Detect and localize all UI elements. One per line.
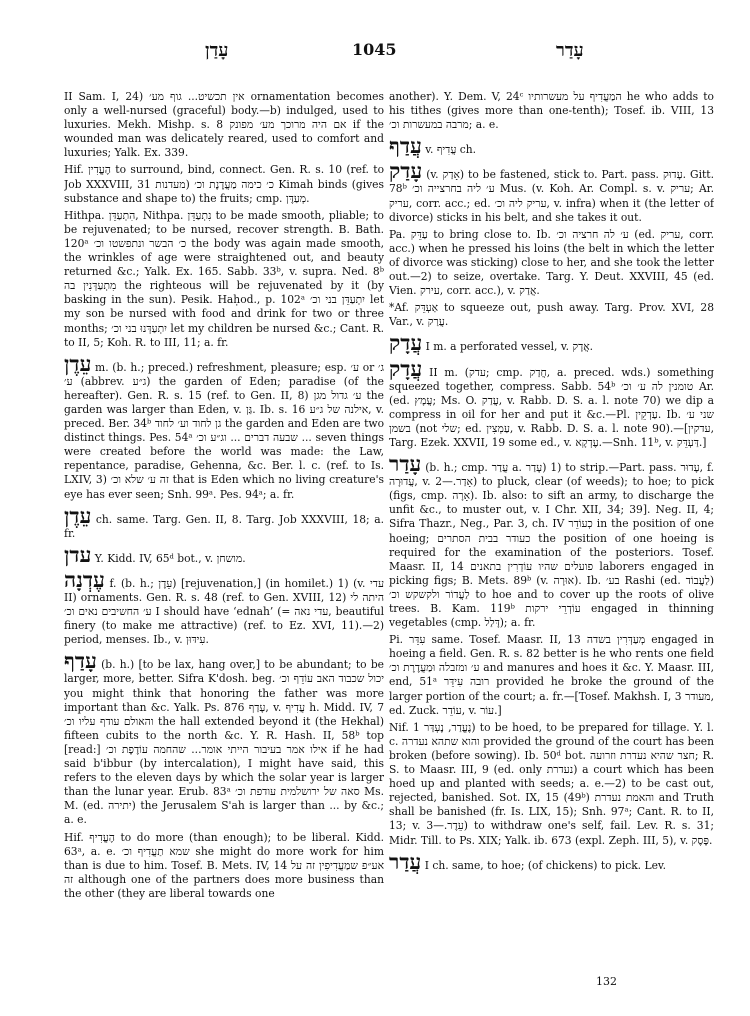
headword: עָדַק xyxy=(389,158,423,184)
dictionary-entry xyxy=(64,502,384,541)
entry-text: (b. h.; cmp. עֲדַר a. עָדַר) 1) to strip.—Part. pass. עָדוּר, f. עֲדוּרָה, v. אָדַר.—2) to pluck, clear (of weeds); to hoe; to pick (figs, cmp. אָרָה). Ib. also: to sift an army, to discharge the unfit &c., to muster out, v. I Chr. XII, 34; 39]. Neg. II, 4; Sifra Thazr., Neg., Par. 3, ch. IV כְעוֹדֵר in the position of one hoeing; כעודר בבית הסתרים the position of one hoeing is required for the examination of the posteriors. Tosef. Maasr. II, 14 פועלים שהיו עוֹדְרִין בתאנים laborers engaged in picking figs; B. Mets. 89ᵇ (v. אוּרָה). Ib. בע׳ Rashi (ed. לַעֲבוֹד) לַעֲדוֹר ולקשקש וכ׳ to hoe and to cover up the roots of olive trees. B. Kam. 119ᵇ עוֹדְרֵי ירקות engaged in thinning vegetables (cmp. דָּלַל); a. fr. xyxy=(389,461,714,630)
entry-text: *Af. אַעְדֵּק to squeeze out, push away. Targ. Prov. XVI, 28 Var., v. עֲרַק. xyxy=(389,301,714,329)
entry-paragraph xyxy=(389,633,714,718)
entry-text: Nif. נֶעֱדַר, נֶעְדַּר 1) to be hoed, to be prepared for tillage. Y. l. c. והוא שתהא נעדרה provided the ground of the court has been broken (before sowing). Ib. 50ᵈ bot. חצר שהיא נעדרת וזרועה; R. S. to Maasr. III, 9 (ed. only נעדרת) a court which has been hoed up and planted with seeds; a. e.—2) to be cast out, rejected, banished. Sot. IX, 15 (49ᵇ) והאמת נעדרת and Truth shall be banished (fr. Is. LIX, 15); Snh. 97ᵃ; Cant. R. to II, 13; v. עֵדֶר.—3) to withdraw one's self, fail. Lev. R. s. 31; Midr. Till. to Ps. XIX; Yalk. ib. 673 (expl. Zeph. III, 5), v. פֶּסֶק. xyxy=(389,720,714,847)
dictionary-entry xyxy=(64,566,384,647)
entry-text: II Sam. I, 24) אין תכשיט... גוף מע׳ ornamentation becomes only a well-nursed (graceful) body.—b) indulged, used to luxuries. Mekh. Mishp. s. 8 אם היה מרוכך מע׳ מפונק if the wounded man was delicately reared, used to comfort and luxuries; Yalk. Ex. 339. xyxy=(64,90,384,160)
entry-paragraph xyxy=(64,163,384,205)
left-column xyxy=(64,90,384,1016)
headword: עֲדָק xyxy=(389,330,423,356)
entry-text: Pi. עִדֵּר same. Tosef. Maasr. II, 13 מְעַדְּרִין בשדה engaged in hoeing a field. Gen. R. s. 82 better is he who rents one field ע׳ ומזבלה וּמַעֲדֶרֶת וכ׳ and manures and hoes it &c. Y. Maasr. III, end, 51ᵃ רובה עִידֵּר provided he broke the ground of the larger portion of the court; a. fr.—[Tosef. Makhsh. I, 3 מעודר, ed. Zuck. עוֹדֵר, v. עוֹר.] xyxy=(389,633,714,717)
entry-paragraph xyxy=(64,209,384,350)
entry-text: Hif. הֶעֱדִיף to do more (than enough); to be liberal. Kidd. 63ᵃ, a. e. שמא תַעֲדִיף וכ׳ she might do more work for him than is due to him. Tosef. B. Mets. IV, 14 אע״פ שמַעֲדִיפִין זה על זה although one of the partners does more business than the other (they are liberal towards one xyxy=(64,830,384,900)
dictionary-entry xyxy=(389,332,714,354)
headword: עֶדְנָה xyxy=(64,566,105,592)
entry-paragraph xyxy=(389,228,714,298)
dictionary-entry xyxy=(389,848,714,874)
page-number: 1045 xyxy=(352,40,397,59)
entry-text: Pa. עַדֵּק to bring close to. Ib. ע׳ לה חרציה וכ׳ (ed. עריק, corr. acc.) when he pressed his loins (the belt in which the letter of divorce was sticking) close to her, and she took the letter out.—2) to seize, overtake. Targ. Y. Deut. XXVIII, 45 (ed. Vien. עירק, corr. acc.), v. אֲדַק. xyxy=(389,227,714,298)
entry-paragraph xyxy=(389,90,714,132)
entry-text: (b. h.) [to be lax, hang over,] to be abundant; to be larger, more, better. Sifra K'dosh. beg. יכול שכבוד האב עוֹדֵף וכ׳ you might think that honoring the father was more important than &c. Yalk. Ps. 876 עָדַף, v. עֲדִיף h. Midd. IV, 7 והאולם עודף עליו וכ׳ the hall extended beyond it (the Hekhal) fifteen cubits to the north &c. Y. R. Hash. II, 58ᵇ top [read:] אילו אמר בעיבור הייתי אומר... שהחמה עוֹדֶפֶת וכ׳ if he had said b'ibbur (by intercalation), I might have said, this refers to the eleven days by which the solar year is larger than the lunar year. Erub. 83ᵃ סאה של ירושלמית עודפת וכ׳ Ms. M. (ed. יתירה) the Jerusalem S'ah is larger than ... by &c.; a. e. xyxy=(64,658,384,827)
entry-text: I ch. same, to hoe; (of chickens) to pick. Lev. xyxy=(421,858,667,872)
dictionary-entry xyxy=(389,453,714,630)
entry-paragraph xyxy=(389,721,714,848)
entry-text: Hithpa. הִתְעַדֵּן, Nithpa. נִתְעַדֵּן to be made smooth, pliable; to be rejuvenated; to be nursed, recover strength. B. Bath. 120ᵃ כ׳ הבשר ונתפשטו וכ׳ the body was again made smooth, the wrinkles of age were straightened out, and beauty returned &c.; Yalk. Ex. 165. Sabb. 33ᵇ, v. supra. Ned. 8ᵇ מִתְעַדְּנִין בה the righteous will be rejuvenated by it (by basking in the sun). Pesik. Haḥod., p. 102ᵃ יִתְעַדֵּן בני וכ׳ let my son be nursed with food and drink for two or three months; יִתְעַדְּנוּ בני וכ׳ let my children be nursed &c.; Cant. R. to II, 5; Koh. R. to III, 11; a. fr. xyxy=(64,208,384,349)
headword: עָדַר xyxy=(389,451,422,477)
entry-text: II m. (עדק; cmp. חֲדַק, a. preced. wds.) something squeezed together, compress. Sabb. 54ᵇ טומנין לה ע׳ וכ׳ Ar. (ed. עֲמָץ; Ms. O. עֲדַק, v. Rabb. D. S. a. l. note 70) we dip a compress in oil for her and put it &c.—Pl. עַדְקֵין. Ib. שני ע׳ בשמן (not שלי; ed. עַמְצִין, v. Rabb. D. S. a. l. note 90).—[עדקין, Targ. Ezek. XXVII, 19 some ed., v. עֶדְקָא.—Snh. 11ᵇ, v. דַּעְדֵּק.] xyxy=(389,365,714,449)
dictionary-entry xyxy=(64,350,384,502)
running-head-left: עָדַן xyxy=(205,40,229,61)
entry-text: ch. same. Targ. Gen. II, 8. Targ. Job XXXVIII, 18; a. fr. xyxy=(64,512,384,540)
dictionary-entry xyxy=(64,650,384,827)
entry-text: Y. Kidd. IV, 65ᵈ bot., v. מושחן. xyxy=(91,551,246,565)
dictionary-entry xyxy=(64,541,384,567)
entry-paragraph xyxy=(64,831,384,901)
headword: עֲדַף xyxy=(389,133,422,159)
headword: עֵדֶן xyxy=(64,350,92,376)
running-head-right: עָדַר xyxy=(556,40,584,61)
entry-paragraph xyxy=(389,301,714,329)
entry-text: Hif. הֶעֱדִין to surround, bind, connect. Gen. R. s. 10 (ref. to Job XXXVIII, 31 מעדנות) כ׳ כימה מַעֲדֶנֶת וכ׳ Kimah binds (gives substance and shape to) the fruits; cmp. מְעַדֶּן. xyxy=(64,163,384,205)
entry-paragraph xyxy=(64,90,384,160)
dictionary-entry xyxy=(389,135,714,157)
headword: עֲדַר xyxy=(389,848,422,874)
entry-text: f. (b. h.; עֵדֶן) [rejuvenation,] (in homilet.) 1) (v. עדי II) ornaments. Gen. R. s. 48 (ref. to Gen. XVIII, 12) היתה לי ע׳ החשיבים נאים וכ׳ I should have ‘ednah’ (= עדי נאה, beautiful finery (to make me attractive) (ref. to Ez. XVI, 11).—2) period, menses. Ib., v. עִידּוּן. xyxy=(64,576,384,647)
headword: עֲדָק xyxy=(389,355,423,381)
signature-mark: 132 xyxy=(596,975,617,988)
entry-text: (v. אָדַק) to be fastened, stick to. Part. pass. עָדוּק. Gitt. 78ᵇ ע׳ ליה בחרצייה וכ׳ Mus. (v. Koh. Ar. Compl. s. v. עריק; Ar. עריק, corr. acc.; ed. עריק ליה וכ׳, v. infra) when it (the letter of divorce) sticks in his belt, and she takes it out. xyxy=(389,168,714,224)
headword: עָדַף xyxy=(64,648,97,674)
dictionary-entry xyxy=(389,160,714,224)
entry-text: I m. a perforated vessel, v. אֲדָק. xyxy=(422,340,594,354)
headword: עדן xyxy=(64,541,92,567)
dictionary-entry xyxy=(389,355,714,451)
entry-text: v. עֲדִיף ch. xyxy=(421,143,477,157)
entry-text: another). Y. Dem. V, 24ᶜ המַעֲדִיף על מעשרותיו he who adds to his tithes (gives more than one-tenth); Tosef. ib. VIII, 13 מרבה במעשרות וכ׳; a. e. xyxy=(389,90,714,132)
entry-text: m. (b. h.; preced.) refreshment, pleasure; esp. ע׳ or ג׳ ע׳ (abbrev. ג״ע) the garden of Eden; paradise (of the hereafter). Gen. R. s. 15 (ref. to Gen. II, 8) ע׳ גדול מגן the garden was larger than Eden, v. גַּן. Ib. s. 16 אילנה של ג״ע, v. preced. Ber. 34ᵇ גן לחוד וע׳ לחוד the garden and Eden are two distinct things. Pes. 54ᵃ שבעה דברים ... וג״ע וכ׳ ... seven things were created before the world was made: the Law, repentance, paradise, Gehenna, &c. Ber. l. c. (ref. to Is. LXIV, 3) זה ע׳ שלא וכ׳ that is Eden which no living creature's eye has ever seen; Snh. 99ᵃ. Pes. 94ᵃ; a. fr. xyxy=(64,360,384,501)
headword: עֵדֶן xyxy=(64,502,92,528)
right-column xyxy=(389,90,714,1016)
